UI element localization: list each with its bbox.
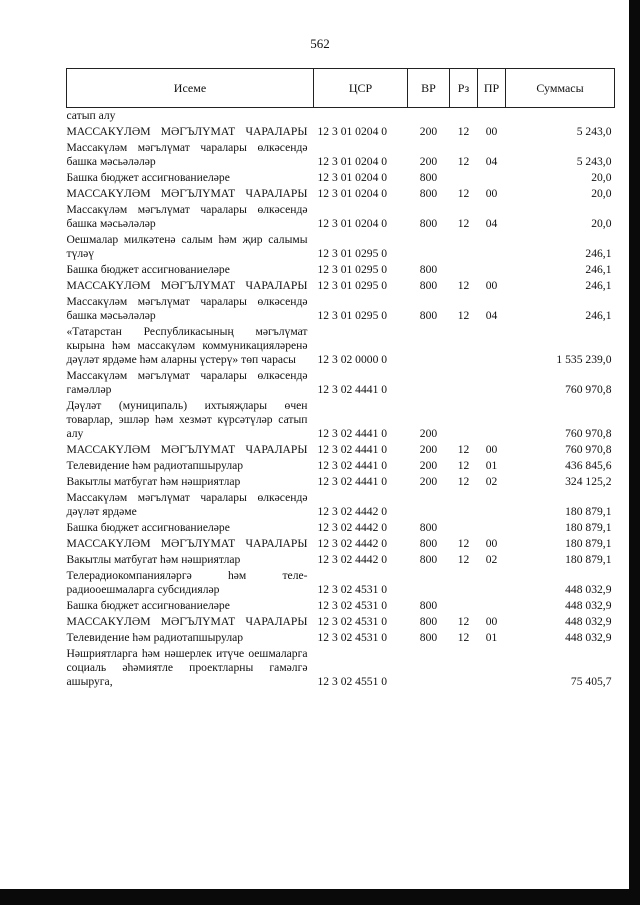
row-csr: 12 3 02 4441 0 <box>317 459 388 472</box>
row-vr <box>408 232 450 262</box>
header-sum: Суммасы <box>506 69 615 108</box>
row-name: МАССАКҮЛӘМ МӘГЪЛҮМАТ ЧАРАЛАРЫ <box>66 187 308 200</box>
row-sum: 180 879,1 <box>565 505 612 518</box>
row-pr: 02 <box>485 475 498 488</box>
row-vr <box>408 490 450 520</box>
row-vr: 800 <box>419 279 438 292</box>
row-vr: 800 <box>419 631 438 644</box>
row-rz <box>450 568 478 598</box>
row-csr: 12 3 02 4442 0 <box>317 537 388 550</box>
row-pr <box>478 490 506 520</box>
table-row <box>67 614 615 630</box>
table-row <box>67 262 615 278</box>
row-rz <box>450 262 478 278</box>
row-sum: 436 845,6 <box>565 459 612 472</box>
row-sum: 760 970,8 <box>565 383 612 396</box>
table-row <box>67 324 615 368</box>
row-name: «Татарстан Республикасының мәгълүмат кырына һәм массакүләм коммуникацияләренә дәүләт ярдәме һәм аларны үстерү» төп чарасы <box>66 325 308 366</box>
scan-edge-right <box>629 0 640 905</box>
row-rz: 12 <box>457 537 470 550</box>
row-pr: 00 <box>485 615 498 628</box>
row-name: Массакүләм мәгълүмат чаралары өлкәсендә башка мәсьәләләр <box>66 141 308 168</box>
row-rz: 12 <box>457 553 470 566</box>
row-name: МАССАКҮЛӘМ МӘГЪЛҮМАТ ЧАРАЛАРЫ <box>66 279 308 292</box>
row-sum: 20,0 <box>591 187 612 200</box>
table-row <box>67 442 615 458</box>
row-pr: 00 <box>485 443 498 456</box>
row-rz: 12 <box>457 459 470 472</box>
row-rz: 12 <box>457 615 470 628</box>
row-rz: 12 <box>457 475 470 488</box>
row-rz: 12 <box>457 279 470 292</box>
row-vr: 800 <box>419 187 438 200</box>
header-csr: ЦСР <box>314 69 408 108</box>
row-rz: 12 <box>457 309 470 322</box>
row-vr: 800 <box>419 553 438 566</box>
row-vr: 200 <box>419 475 438 488</box>
row-rz <box>450 520 478 536</box>
row-csr: 12 3 02 4531 0 <box>317 599 388 612</box>
row-vr: 800 <box>419 537 438 550</box>
row-pr <box>478 598 506 614</box>
table-row <box>67 368 615 398</box>
row-csr: 12 3 02 4531 0 <box>317 583 388 596</box>
row-vr: 800 <box>419 171 438 184</box>
row-vr: 800 <box>419 217 438 230</box>
row-name: Башка бюджет ассигнованиеләре <box>66 263 230 276</box>
row-name: Массакүләм мәгълүмат чаралары өлкәсендә гамәлләр <box>66 369 308 396</box>
table-row <box>67 202 615 232</box>
table-row <box>67 536 615 552</box>
table-row <box>67 232 615 262</box>
row-vr: 200 <box>419 459 438 472</box>
table-row <box>67 552 615 568</box>
row-pr <box>478 262 506 278</box>
row-name: Нәшриятларга һәм нәшерлек итүче оешмаларга социаль әһәмиятле проектларны гамәлгә ашыруга, <box>66 647 308 688</box>
row-name: Вакытлы матбугат һәм нәшриятлар <box>66 553 241 566</box>
header-vr: ВР <box>408 69 450 108</box>
row-csr <box>314 108 408 125</box>
row-pr: 01 <box>485 631 498 644</box>
header-pr: ПР <box>478 69 506 108</box>
row-pr <box>478 646 506 690</box>
row-name: Башка бюджет ассигнованиеләре <box>66 521 230 534</box>
row-pr: 02 <box>485 553 498 566</box>
row-rz: 12 <box>457 217 470 230</box>
table-row <box>67 598 615 614</box>
row-rz: 12 <box>457 125 470 138</box>
row-sum: 180 879,1 <box>565 521 612 534</box>
row-sum: 246,1 <box>585 309 612 322</box>
row-sum: 448 032,9 <box>565 615 612 628</box>
table-row <box>67 124 615 140</box>
row-name: Массакүләм мәгълүмат чаралары өлкәсендә башка мәсьәләләр <box>66 203 308 230</box>
row-csr: 12 3 02 4441 0 <box>317 383 388 396</box>
row-sum: 5 243,0 <box>576 155 612 168</box>
row-name: МАССАКҮЛӘМ МӘГЪЛҮМАТ ЧАРАЛАРЫ <box>66 125 308 138</box>
row-vr: 800 <box>419 309 438 322</box>
row-name: МАССАКҮЛӘМ МӘГЪЛҮМАТ ЧАРАЛАРЫ <box>66 615 308 628</box>
row-rz: 12 <box>457 155 470 168</box>
row-csr: 12 3 01 0295 0 <box>317 247 388 260</box>
row-pr: 01 <box>485 459 498 472</box>
row-csr: 12 3 02 4531 0 <box>317 615 388 628</box>
row-pr <box>478 398 506 442</box>
row-name: Дәүләт (муниципаль) ихтыяҗлары өчен товарлар, эшләр һәм хезмәт күрсәтүләр сатып алу <box>66 399 308 440</box>
row-pr <box>478 170 506 186</box>
row-rz <box>450 108 478 125</box>
row-name: Массакүләм мәгълүмат чаралары өлкәсендә дәүләт ярдәме <box>66 491 308 518</box>
row-sum: 448 032,9 <box>565 599 612 612</box>
row-sum: 246,1 <box>585 263 612 276</box>
row-vr: 800 <box>419 599 438 612</box>
row-name: Массакүләм мәгълүмат чаралары өлкәсендә башка мәсьәләләр <box>66 295 308 322</box>
row-csr: 12 3 02 4551 0 <box>317 675 388 688</box>
row-vr: 200 <box>419 427 438 440</box>
row-rz <box>450 232 478 262</box>
row-pr: 04 <box>485 309 498 322</box>
row-vr: 200 <box>419 125 438 138</box>
row-sum: 324 125,2 <box>565 475 612 488</box>
row-name: Телерадиокомпанияләргә һәм теле-радиооешмаларга субсидияләр <box>66 569 308 596</box>
row-pr <box>478 232 506 262</box>
row-vr <box>408 108 450 125</box>
row-csr: 12 3 01 0295 0 <box>317 263 388 276</box>
row-csr: 12 3 02 4442 0 <box>317 521 388 534</box>
row-pr: 00 <box>485 125 498 138</box>
row-sum: 75 405,7 <box>570 675 612 688</box>
row-pr: 00 <box>485 279 498 292</box>
row-name: Башка бюджет ассигнованиеләре <box>66 171 230 184</box>
row-rz <box>450 170 478 186</box>
row-sum: 448 032,9 <box>565 583 612 596</box>
row-sum: 246,1 <box>585 279 612 292</box>
table-row <box>67 140 615 170</box>
row-vr: 800 <box>419 615 438 628</box>
row-name: Телевидение һәм радиотапшырулар <box>66 631 244 644</box>
row-sum: 448 032,9 <box>565 631 612 644</box>
table-row <box>67 630 615 646</box>
row-csr: 12 3 02 4441 0 <box>317 443 388 456</box>
page-number: 562 <box>310 36 330 51</box>
table-row <box>67 646 615 690</box>
row-vr: 200 <box>419 155 438 168</box>
row-pr <box>478 368 506 398</box>
table-row <box>67 568 615 598</box>
table-row <box>67 108 615 125</box>
row-pr <box>478 324 506 368</box>
row-sum: 5 243,0 <box>576 125 612 138</box>
row-csr: 12 3 02 4441 0 <box>317 427 388 440</box>
row-rz: 12 <box>457 187 470 200</box>
row-pr <box>478 520 506 536</box>
row-sum: 760 970,8 <box>565 443 612 456</box>
row-csr: 12 3 02 0000 0 <box>317 353 388 366</box>
row-name: Телевидение һәм радиотапшырулар <box>66 459 244 472</box>
row-pr: 00 <box>485 187 498 200</box>
row-name: Вакытлы матбугат һәм нәшриятлар <box>66 475 241 488</box>
table-row <box>67 490 615 520</box>
row-sum: 246,1 <box>585 247 612 260</box>
row-sum <box>506 108 615 125</box>
table-row <box>67 520 615 536</box>
row-sum: 20,0 <box>591 171 612 184</box>
row-sum: 1 535 239,0 <box>556 353 612 366</box>
table-row <box>67 186 615 202</box>
table-row <box>67 170 615 186</box>
row-pr: 00 <box>485 537 498 550</box>
row-csr: 12 3 01 0295 0 <box>317 309 388 322</box>
row-name: МАССАКҮЛӘМ МӘГЪЛҮМАТ ЧАРАЛАРЫ <box>66 443 308 456</box>
row-csr: 12 3 01 0204 0 <box>317 171 388 184</box>
row-sum: 760 970,8 <box>565 427 612 440</box>
budget-table <box>66 68 615 690</box>
row-name: Башка бюджет ассигнованиеләре <box>66 599 230 612</box>
row-rz <box>450 598 478 614</box>
row-pr: 04 <box>485 217 498 230</box>
row-csr: 12 3 02 4531 0 <box>317 631 388 644</box>
row-csr: 12 3 02 4442 0 <box>317 553 388 566</box>
row-vr: 800 <box>419 263 438 276</box>
row-csr: 12 3 02 4441 0 <box>317 475 388 488</box>
table-body <box>67 108 615 691</box>
row-csr: 12 3 01 0295 0 <box>317 279 388 292</box>
table-row <box>67 294 615 324</box>
row-rz <box>450 398 478 442</box>
row-vr: 200 <box>419 443 438 456</box>
row-sum: 20,0 <box>591 217 612 230</box>
row-pr <box>478 568 506 598</box>
header-rz: Рз <box>450 69 478 108</box>
row-name: МАССАКҮЛӘМ МӘГЪЛҮМАТ ЧАРАЛАРЫ <box>66 537 308 550</box>
row-rz: 12 <box>457 443 470 456</box>
table-row <box>67 474 615 490</box>
header-name: Исеме <box>67 69 314 108</box>
row-csr: 12 3 02 4442 0 <box>317 505 388 518</box>
row-rz <box>450 646 478 690</box>
row-rz <box>450 490 478 520</box>
row-name: Оешмалар милкәтенә салым һәм җир салымы түләү <box>66 233 308 260</box>
row-sum: 180 879,1 <box>565 537 612 550</box>
row-name: сатып алу <box>66 109 116 122</box>
scan-edge-bottom <box>0 889 640 905</box>
row-csr: 12 3 01 0204 0 <box>317 155 388 168</box>
table-header-row <box>67 69 615 108</box>
row-vr <box>408 368 450 398</box>
row-vr <box>408 324 450 368</box>
row-pr: 04 <box>485 155 498 168</box>
table-row <box>67 458 615 474</box>
row-rz <box>450 324 478 368</box>
row-sum: 180 879,1 <box>565 553 612 566</box>
table-row <box>67 278 615 294</box>
row-rz: 12 <box>457 631 470 644</box>
row-rz <box>450 368 478 398</box>
row-vr <box>408 646 450 690</box>
row-vr <box>408 568 450 598</box>
table-row <box>67 398 615 442</box>
row-vr: 800 <box>419 521 438 534</box>
row-csr: 12 3 01 0204 0 <box>317 187 388 200</box>
row-csr: 12 3 01 0204 0 <box>317 217 388 230</box>
row-pr <box>478 108 506 125</box>
row-csr: 12 3 01 0204 0 <box>317 125 388 138</box>
